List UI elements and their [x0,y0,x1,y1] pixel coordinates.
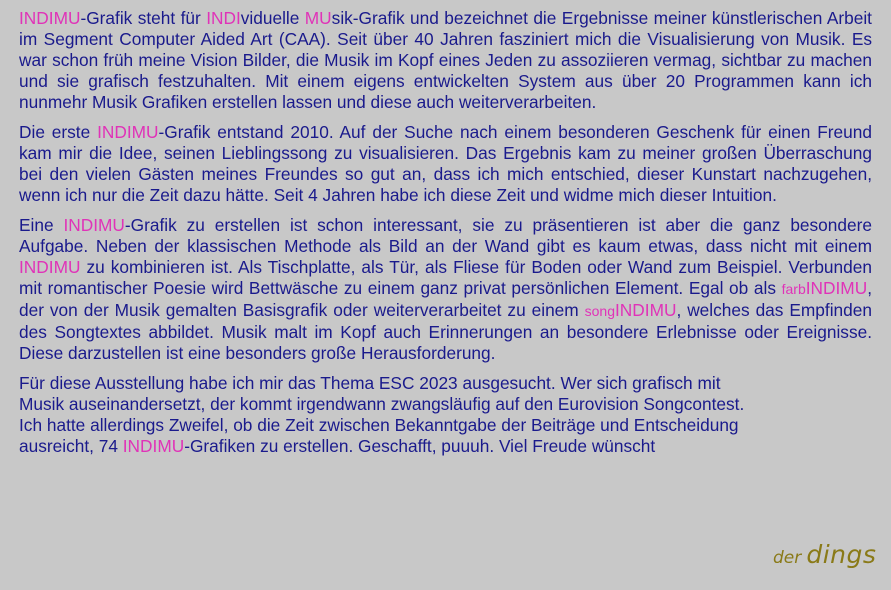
signature-dings: dings [806,540,877,569]
signature-der: der [773,548,802,568]
brand-highlight: INDIMU [615,300,677,320]
text-run: zu kombinieren ist. Als Tischplatte, als Tür, als Fliese für Boden oder Wand zum Beispiel. Verbunden mit romantischer Poesie wird Bettwäsche zu einem ganz privat persönlichen Element. Egal ob als [19,257,872,298]
text-run: , welches das Empfinden des Songtextes abbildet. Musik malt im Kopf auch Erinnerungen an besondere Erlebnisse oder Ereignisse. Diese darzustellen ist eine besonders große Herausforderung. [19,300,872,363]
text-run: , der von der Musik gemalten Basisgrafik oder weiterverarbeitet zu einem [19,278,872,320]
text-run: Für diese Ausstellung habe ich mir das Thema ESC 2023 ausgesucht. Wer sich grafisch mit Musik auseinandersetzt, der kommt irgendwann zwangsläufig auf den Eurovision Songcontest. Ich hatte allerdings Zweifel, ob die Zeit zwischen Bekanntgabe der Beiträge und Entscheidung ausreicht, 74 [19,373,745,456]
brand-highlight: INDIMU [19,257,81,277]
farb-prefix: farb [781,281,806,297]
paragraph-presentation [19,215,872,364]
paragraph-origin [19,122,872,206]
brand-highlight: MU [304,8,332,28]
brand-highlight: INDIMU [122,436,185,456]
text-run: sik-Grafik und bezeichnet die Ergebnisse meiner künstlerischen Arbeit im Segment Computer Aided Art (CAA). Seit über 40 Jahren fasziniert mich die Visualisierung von Musik. Es war schon früh meine Vision Bilder, die Musik im Kopf eines Jeden zu assoziieren vermag, sichtbar zu machen und sie grafisch festzuhalten. Mit einem eigens entwickelten System aus über 20 Programmen kann ich nunmehr Musik Grafiken erstellen lassen und diese auch weiterverarbeiten. [19,8,872,112]
brand-highlight: INDI [206,8,241,28]
text-run: -Grafiken zu erstellen. Geschafft, puuuh. Viel Freude wünscht [184,436,656,456]
brand-highlight: INDIMU [19,8,81,28]
song-prefix: song [584,303,615,319]
brand-highlight: INDIMU [805,278,868,298]
text-run: -Grafik entstand 2010. Auf der Suche nach einem besonderen Geschenk für einen Freund kam mir die Idee, seinen Lieblingssong zu visualisieren. Das Ergebnis kam zu meiner großen Überraschung bei den vielen Gästen meines Freundes so gut an, dass ich mich entschied, dieser Kunstart nachzugehen, wenn ich nur die Zeit dazu hätte. Seit 4 Jahren habe ich diese Zeit und widme mich dieser Intuition. [19,122,873,205]
paragraph-exhibition [19,373,872,457]
text-run: Eine [19,215,64,235]
text-run: Die erste [19,122,98,142]
text-run: viduelle [240,8,305,28]
brand-highlight: INDIMU [97,122,159,142]
signature [773,542,876,567]
brand-highlight: INDIMU [63,215,125,235]
text-run: -Grafik zu erstellen ist schon interessant, sie zu präsentieren ist aber die ganz besondere Aufgabe. Neben der klassischen Methode als Bild an der Wand gibt es kaum etwas, dass nicht mit einem [19,215,872,256]
paragraph-intro [19,8,872,113]
text-run: -Grafik steht für [80,8,207,28]
